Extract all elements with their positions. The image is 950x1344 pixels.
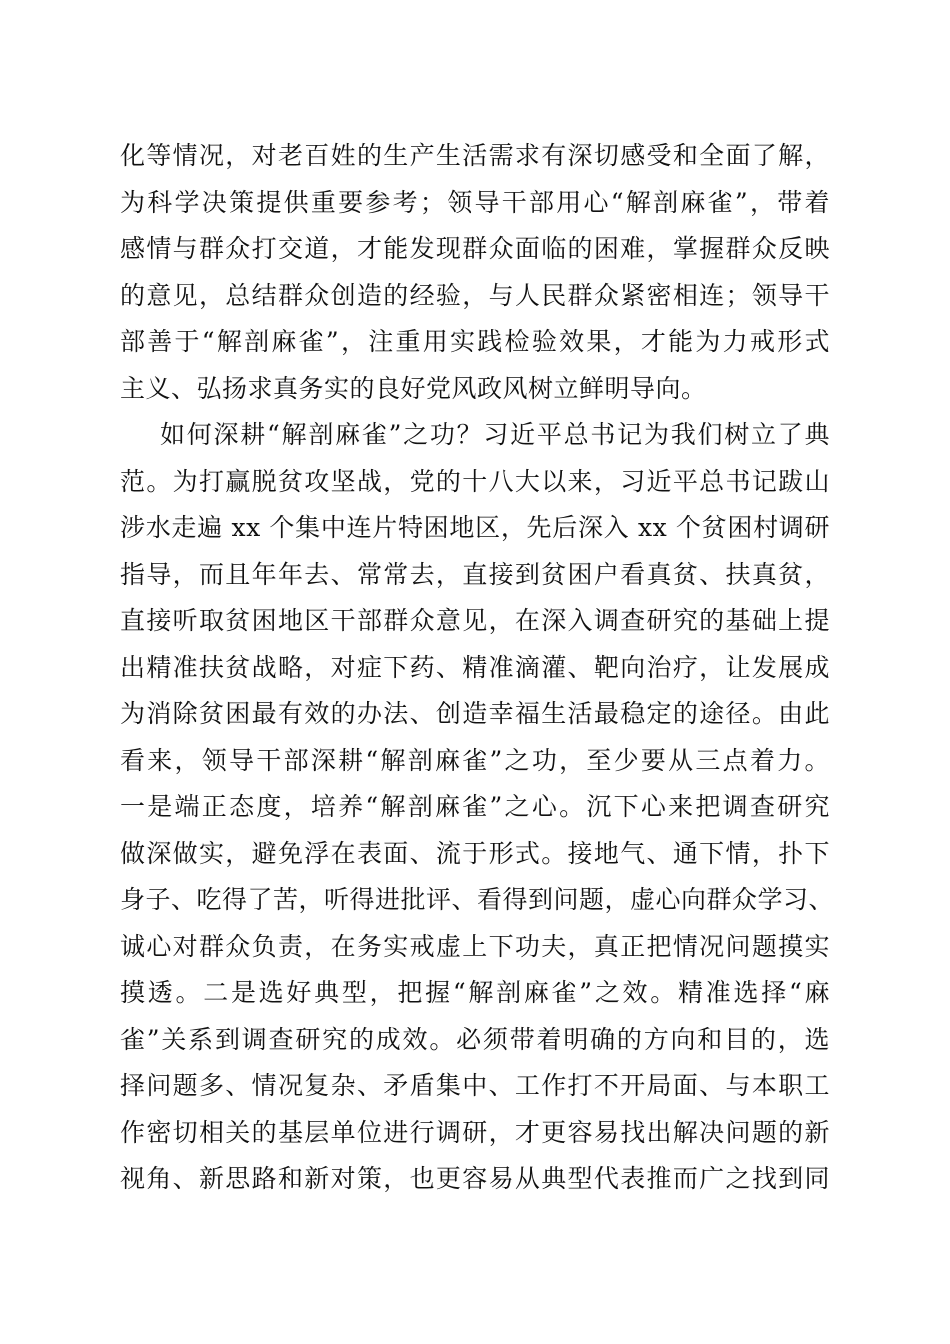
text-line: 出精准扶贫战略，对症下药、精准滴灌、靶向治疗，让发展成 [120, 652, 830, 682]
text-line: 化等情况，对老百姓的生产生活需求有深切感受和全面了解， [120, 141, 830, 170]
text-line: 看来，领导干部深耕“解剖麻雀”之功，至少要从三点着力。 [120, 745, 830, 775]
text-line: 为科学决策提供重要参考；领导干部用心“解剖麻雀”，带着 [120, 187, 830, 217]
text-line: 作密切相关的基层单位进行调研，才更容易找出解决问题的新 [120, 1117, 830, 1147]
text-line: 直接听取贫困地区干部群众意见，在深入调查研究的基础上提 [120, 606, 830, 635]
text-line: 范。为打赢脱贫攻坚战，党的十八大以来，习近平总书记跋山 [120, 466, 830, 496]
text-line: 视角、新思路和新对策，也更容易从典型代表推而广之找到同 [120, 1164, 830, 1193]
text-line: 一是端正态度，培养“解剖麻雀”之心。沉下心来把调查研究 [120, 792, 830, 821]
text-line: 涉水走遍 xx 个集中连片特困地区，先后深入 xx 个贫困村调研 [120, 513, 830, 542]
paragraph-start-line: 如何深耕“解剖麻雀”之功？习近平总书记为我们树立了典 [160, 420, 830, 449]
text-line: 诚心对群众负责，在务实戒虚上下功夫，真正把情况问题摸实 [120, 931, 830, 961]
text-line: 摸透。二是选好典型，把握“解剖麻雀”之效。精准选择“麻 [120, 978, 830, 1007]
paragraph-end-line: 主义、弘扬求真务实的良好党风政风树立鲜明导向。 [120, 373, 707, 403]
text-line: 择问题多、情况复杂、矛盾集中、工作打不开局面、与本职工 [120, 1071, 830, 1100]
text-line: 雀”关系到调查研究的成效。必须带着明确的方向和目的，选 [120, 1024, 830, 1054]
text-line: 指导，而且年年去、常常去，直接到贫困户看真贫、扶真贫， [120, 559, 830, 589]
text-line: 为消除贫困最有效的办法、创造幸福生活最稳定的途径。由此 [120, 699, 830, 728]
text-line: 感情与群众打交道，才能发现群众面临的困难，掌握群众反映 [120, 234, 830, 263]
text-line: 的意见，总结群众创造的经验，与人民群众紧密相连；领导干 [120, 280, 830, 310]
text-line: 做深做实，避免浮在表面、流于形式。接地气、通下情，扑下 [120, 838, 830, 868]
text-line: 身子、吃得了苦，听得进批评、看得到问题，虚心向群众学习、 [120, 885, 835, 914]
text-line: 部善于“解剖麻雀”，注重用实践检验效果，才能为力戒形式 [120, 327, 830, 356]
body-text [120, 133, 835, 1203]
